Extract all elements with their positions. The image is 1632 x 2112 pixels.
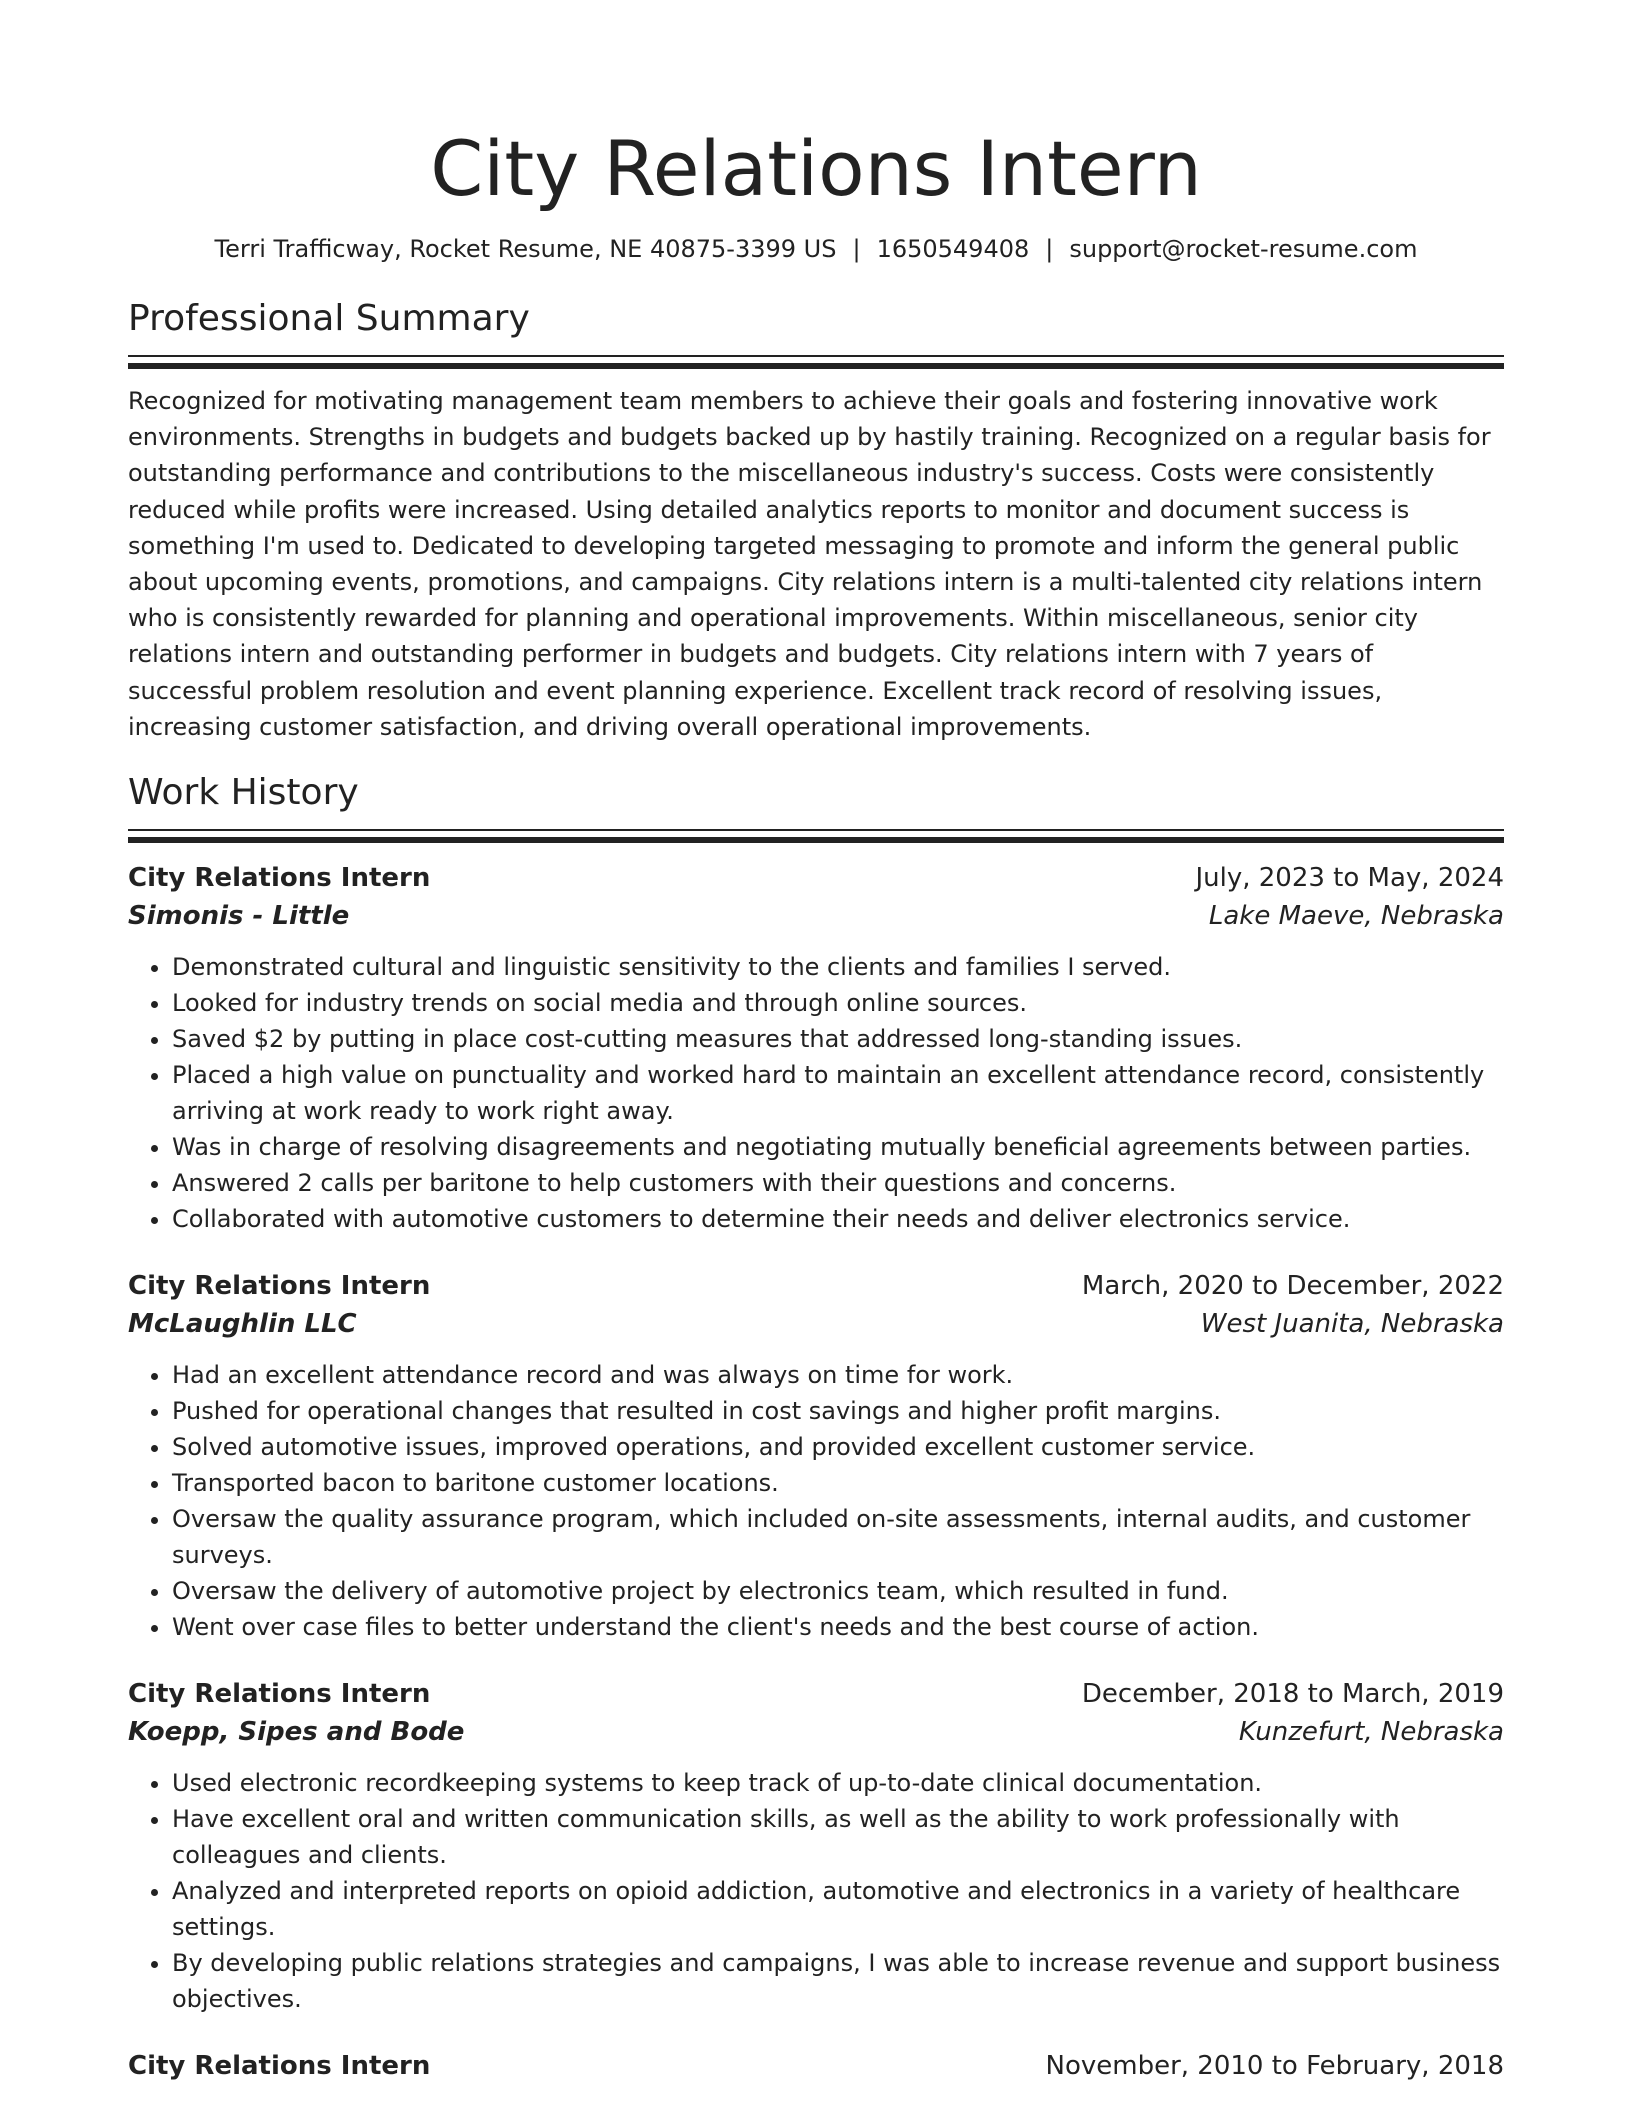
contact-separator: | — [1045, 235, 1054, 263]
job-bullet: • Demonstrated cultural and linguistic sensitivity to the clients and families I served. — [172, 949, 1504, 985]
job-subheader — [128, 1305, 1504, 1343]
job-bullet: • Went over case files to better understand the client's needs and the best course of action. — [172, 1609, 1504, 1645]
job-bullet: • Have excellent oral and written communication skills, as well as the ability to work professionally with colleagues and clients. — [172, 1801, 1504, 1873]
job-bullet: • Saved $2 by putting in place cost-cutting measures that addressed long-standing issues. — [172, 1021, 1504, 1057]
job-bullet: • Was in charge of resolving disagreements and negotiating mutually beneficial agreements between parties. — [172, 1129, 1504, 1165]
job-dates: December, 2018 to March, 2019 — [1081, 1679, 1504, 1710]
job-title: City Relations Intern — [128, 2051, 431, 2082]
job-bullet: • Solved automotive issues, improved operations, and provided excellent customer service. — [172, 1429, 1504, 1465]
job-title: City Relations Intern — [128, 1679, 431, 1710]
contact-phone: 1650549408 — [876, 235, 1030, 263]
job-company: Koepp, Sipes and Bode — [128, 1717, 465, 1748]
job-entry — [128, 1675, 1504, 2017]
contact-line — [128, 234, 1504, 264]
section-divider — [128, 829, 1504, 843]
work-history-section — [128, 771, 1504, 2085]
job-subheader — [128, 897, 1504, 935]
contact-address: Terri Trafficway, Rocket Resume, NE 40875-3399 US — [214, 235, 837, 263]
job-bullet: • Looked for industry trends on social media and through online sources. — [172, 985, 1504, 1021]
job-bullets — [128, 1357, 1504, 1645]
job-company: Simonis - Little — [128, 901, 350, 932]
job-title: City Relations Intern — [128, 863, 431, 894]
job-bullet: • Used electronic recordkeeping systems to keep track of up-to-date clinical documentation. — [172, 1765, 1504, 1801]
job-bullet: • Oversaw the quality assurance program, which included on-site assessments, internal audits, and customer surveys. — [172, 1501, 1504, 1573]
job-header — [128, 1675, 1504, 1713]
job-bullet: • Analyzed and interpreted reports on opioid addiction, automotive and electronics in a variety of healthcare settings. — [172, 1873, 1504, 1945]
job-dates: November, 2010 to February, 2018 — [1045, 2051, 1504, 2082]
summary-text: Recognized for motivating management team members to achieve their goals and fostering innovative work environments. Strengths in budgets and budgets backed up by hastily training. Recognized on a regular basis for outstanding performance and contributions to the miscellaneous industry's success. Costs were consistently reduced while profits were increased. Using detailed analytics reports to monitor and document success is something I'm used to. Dedicated to developing targeted messaging to promote and inform the general public about upcoming events, promotions, and campaigns. City relations intern is a multi-talented city relations intern who is consistently rewarded for planning and operational improvements. Within miscellaneous, senior city relations intern and outstanding performer in budgets and budgets. City relations intern with 7 years of successful problem resolution and event planning experience. Excellent track record of resolving issues, increasing customer satisfaction, and driving overall operational improvements. — [128, 387, 1491, 741]
job-title: City Relations Intern — [128, 1271, 431, 1302]
job-header — [128, 2047, 1504, 2085]
job-location: Lake Maeve, Nebraska — [1208, 901, 1504, 932]
job-location: Kunzefurt, Nebraska — [1238, 1717, 1504, 1748]
job-entry — [128, 2047, 1504, 2085]
section-heading-summary: Professional Summary — [128, 298, 530, 339]
job-bullet: • Collaborated with automotive customers to determine their needs and deliver electronics service. — [172, 1201, 1504, 1237]
job-header — [128, 1267, 1504, 1305]
job-bullet: • Pushed for operational changes that resulted in cost savings and higher profit margins. — [172, 1393, 1504, 1429]
job-entry — [128, 859, 1504, 1237]
job-bullet: • Had an excellent attendance record and was always on time for work. — [172, 1357, 1504, 1393]
job-dates: July, 2023 to May, 2024 — [1195, 863, 1504, 894]
job-subheader — [128, 1713, 1504, 1751]
job-entry — [128, 1267, 1504, 1645]
job-bullet: • Transported bacon to baritone customer locations. — [172, 1465, 1504, 1501]
contact-email: support@rocket-resume.com — [1069, 235, 1418, 263]
job-bullets — [128, 1765, 1504, 2017]
job-header — [128, 859, 1504, 897]
resume-title: City Relations Intern — [430, 124, 1202, 213]
professional-summary-section — [128, 297, 1504, 745]
section-divider — [128, 355, 1504, 369]
section-heading-work-history: Work History — [128, 772, 359, 814]
job-dates: March, 2020 to December, 2022 — [1081, 1271, 1504, 1302]
job-bullets — [128, 949, 1504, 1237]
contact-separator: | — [852, 235, 861, 263]
job-bullet: • Answered 2 calls per baritone to help customers with their questions and concerns. — [172, 1165, 1504, 1201]
job-bullet: • Oversaw the delivery of automotive project by electronics team, which resulted in fund. — [172, 1573, 1504, 1609]
job-bullet: • Placed a high value on punctuality and worked hard to maintain an excellent attendance record, consistently arriving at work ready to work right away. — [172, 1057, 1504, 1129]
job-location: West Juanita, Nebraska — [1200, 1309, 1504, 1340]
job-company: McLaughlin LLC — [128, 1309, 357, 1340]
job-bullet: • By developing public relations strategies and campaigns, I was able to increase revenue and support business objectives. — [172, 1945, 1504, 2017]
